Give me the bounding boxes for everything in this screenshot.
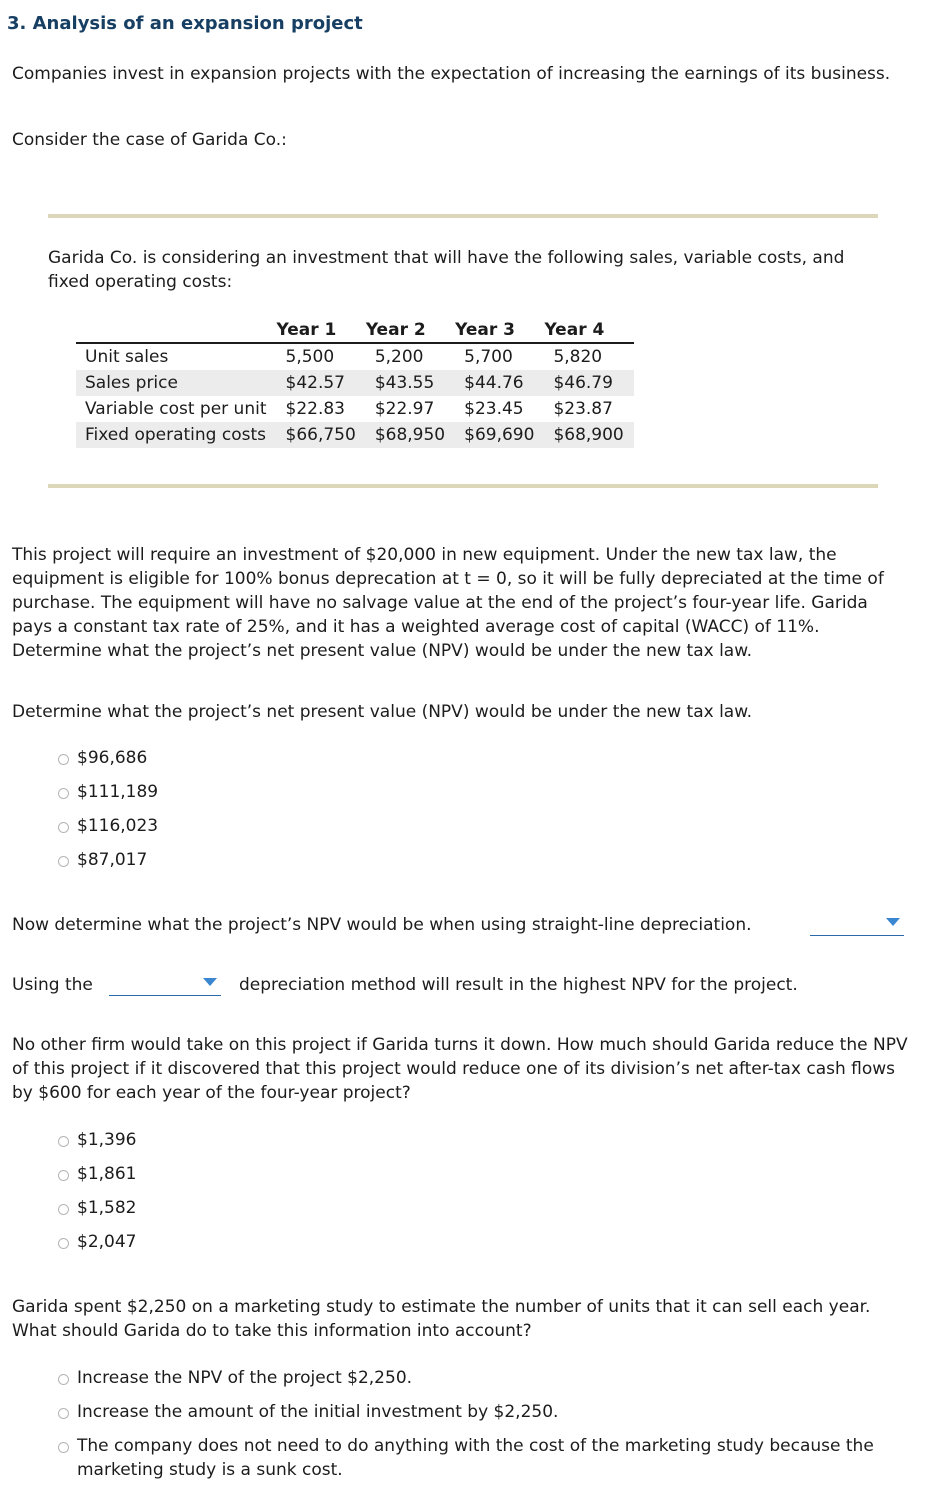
- option-label: Increase the NPV of the project $2,250.: [77, 1368, 413, 1388]
- radio-button[interactable]: [58, 1408, 69, 1419]
- radio-button[interactable]: [58, 1442, 69, 1453]
- depreciation-method-dropdown[interactable]: [109, 973, 221, 996]
- table-header-year: Year 3: [455, 320, 516, 340]
- radio-button[interactable]: [58, 788, 69, 799]
- cell: $23.45: [464, 399, 524, 419]
- table-header-year: Year 1: [276, 320, 337, 340]
- cell: $68,900: [553, 425, 624, 445]
- option-label: The company does not need to do anything with the cost of the marketing study because the marketing study is a sunk cost.: [77, 1436, 874, 1480]
- table-header-year: Year 4: [544, 320, 605, 340]
- cell: $22.97: [374, 399, 435, 419]
- page-title: 3. Analysis of an expansion project: [7, 13, 363, 34]
- table-row: [76, 396, 634, 422]
- project-description: This project will require an investment of $20,000 in new equipment. Under the new tax law, the equipment is eligible for 100% bonus deprecation at t = 0, so it will be fully depreciated at the time of purchase. The equipment will have no salvage value at the end of the project’s four-year life. Garida pays a constant tax rate of 25%, and it has a weighted average cost of capital (WACC) of 11%. Determine what the project’s net present value (NPV) would be under the new tax law.: [12, 545, 884, 661]
- table-header-blank: [76, 318, 277, 343]
- option-marketing-3[interactable]: [58, 1434, 898, 1482]
- option-label: $87,017: [77, 850, 148, 870]
- cell: $22.83: [285, 399, 345, 419]
- box-top-divider: [48, 214, 878, 218]
- cost-table: [76, 318, 634, 448]
- option-npv-1[interactable]: [58, 746, 147, 770]
- option-label: $1,861: [77, 1164, 137, 1184]
- cell: 5,700: [464, 347, 513, 367]
- row-label: Unit sales: [85, 347, 169, 367]
- table-row: [76, 370, 634, 396]
- option-reduce-1[interactable]: [58, 1128, 136, 1152]
- question-cannibalization: No other firm would take on this project if Garida turns it down. How much should Garida reduce the NPV of this project if it discovered that this project would reduce one of its division’s net after-tax cash flows by $600 for each year of the four-year project?: [12, 1035, 908, 1103]
- option-label: $1,582: [77, 1198, 137, 1218]
- option-label: $1,396: [77, 1130, 137, 1150]
- question-method-prefix: Using the: [12, 975, 93, 995]
- cell: $23.87: [553, 399, 613, 419]
- option-npv-3[interactable]: [58, 814, 158, 838]
- row-label: Sales price: [85, 373, 178, 393]
- option-marketing-1[interactable]: [58, 1366, 412, 1390]
- cell: $68,950: [374, 425, 446, 445]
- row-label: Fixed operating costs: [85, 425, 266, 445]
- radio-button[interactable]: [58, 856, 69, 867]
- cell: $43.55: [374, 373, 435, 393]
- option-marketing-2[interactable]: [58, 1400, 558, 1424]
- option-npv-4[interactable]: [58, 848, 147, 872]
- option-npv-2[interactable]: [58, 780, 158, 804]
- option-reduce-2[interactable]: [58, 1162, 136, 1186]
- radio-button[interactable]: [58, 1374, 69, 1385]
- box-bottom-divider: [48, 484, 878, 488]
- radio-button[interactable]: [58, 1204, 69, 1215]
- radio-button[interactable]: [58, 822, 69, 833]
- chevron-down-icon: [886, 918, 900, 926]
- cell: $42.57: [285, 373, 345, 393]
- option-label: Increase the amount of the initial investment by $2,250.: [77, 1402, 559, 1422]
- radio-button[interactable]: [58, 1238, 69, 1249]
- option-reduce-4[interactable]: [58, 1230, 136, 1254]
- question-npv-new-law: Determine what the project’s net present value (NPV) would be under the new tax law.: [12, 702, 752, 722]
- radio-button[interactable]: [58, 1170, 69, 1181]
- option-label: $96,686: [77, 748, 148, 768]
- cell: $69,690: [464, 425, 535, 445]
- question-method-suffix: depreciation method will result in the highest NPV for the project.: [239, 975, 798, 995]
- row-label: Variable cost per unit: [85, 399, 267, 419]
- cell: 5,200: [374, 347, 424, 367]
- cell: $66,750: [285, 425, 356, 445]
- chevron-down-icon: [203, 978, 217, 986]
- table-header-row: [76, 318, 634, 343]
- radio-button[interactable]: [58, 1136, 69, 1147]
- table-header-year: Year 2: [365, 320, 426, 340]
- radio-button[interactable]: [58, 754, 69, 765]
- box-description: Garida Co. is considering an investment that will have the following sales, variable costs, and fixed operating costs:: [48, 248, 845, 292]
- option-reduce-3[interactable]: [58, 1196, 136, 1220]
- straight-line-npv-dropdown[interactable]: [810, 913, 904, 936]
- cell: $46.79: [553, 373, 613, 393]
- option-label: $2,047: [77, 1232, 137, 1252]
- cell: 5,820: [553, 347, 603, 367]
- consider-text: Consider the case of Garida Co.:: [12, 130, 287, 150]
- cell: 5,500: [285, 347, 335, 367]
- question-marketing-study: Garida spent $2,250 on a marketing study to estimate the number of units that it can sell each year. What should Garida do to take this information into account?: [12, 1297, 871, 1341]
- question-straight-line: Now determine what the project’s NPV would be when using straight-line depreciation.: [12, 915, 752, 935]
- cell: $44.76: [464, 373, 524, 393]
- table-row: [76, 422, 634, 448]
- intro-text: Companies invest in expansion projects with the expectation of increasing the earnings of its business.: [12, 64, 891, 84]
- table-row: [76, 343, 634, 370]
- option-label: $111,189: [77, 782, 159, 802]
- option-label: $116,023: [77, 816, 159, 836]
